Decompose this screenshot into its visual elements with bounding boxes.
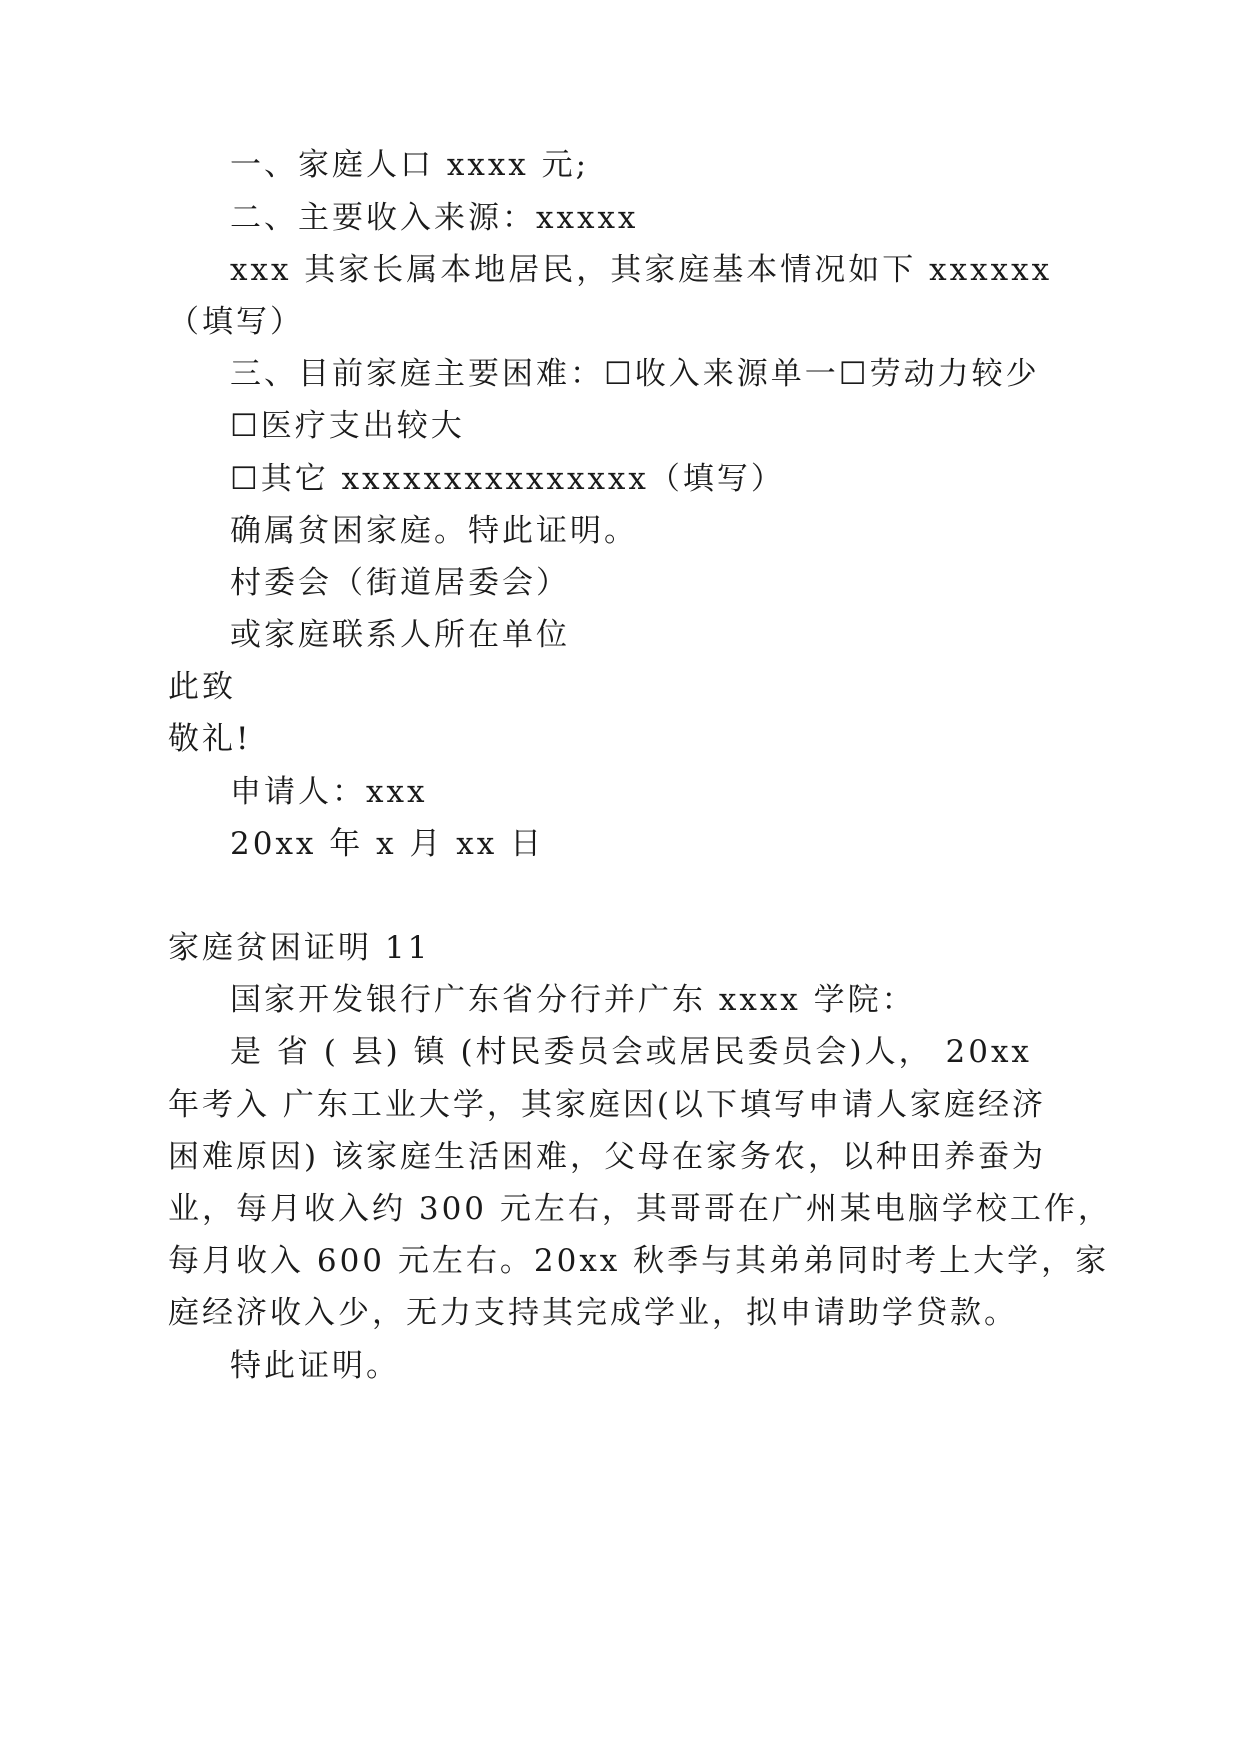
item-population: 一、家庭人口 xxxx 元; xyxy=(230,147,590,183)
body-line4: 业，每月收入约 300 元左右，其哥哥在广州某电脑学校工作， xyxy=(168,1191,1112,1227)
body-line2: 年考入 广东工业大学，其家庭因(以下填写申请人家庭经济 xyxy=(168,1087,1046,1123)
unit-text: 或家庭联系人所在单位 xyxy=(230,617,570,653)
basic-info-line1: xxx 其家长属本地居民，其家庭基本情况如下 xxxxxx xyxy=(230,252,1053,288)
closing-cizhi: 此致 xyxy=(168,669,236,705)
section-heading: 家庭贫困证明 11 xyxy=(168,930,431,966)
body-line6: 庭经济收入少，无力支持其完成学业，拟申请助学贷款。 xyxy=(168,1295,1018,1331)
basic-info-line2: （填写） xyxy=(168,304,304,340)
body-line3: 困难原因) 该家庭生活困难，父母在家务农，以种田养蚕为 xyxy=(168,1139,1046,1175)
difficulty-line2: ☐医疗支出较大 xyxy=(230,408,465,444)
difficulty-line1: 三、目前家庭主要困难：☐收入来源单一☐劳动力较少 xyxy=(230,356,1040,392)
difficulty-line3: ☐其它 xxxxxxxxxxxxxxx（填写） xyxy=(230,461,785,497)
committee-text: 村委会（街道居委会） xyxy=(230,565,570,601)
body-line5: 每月收入 600 元左右。20xx 秋季与其弟弟同时考上大学，家 xyxy=(168,1243,1110,1279)
applicant-text: 申请人：xxx xyxy=(230,774,428,810)
closing-text: 特此证明。 xyxy=(230,1348,400,1384)
body-line1: 是 省 ( 县) 镇 (村民委员会或居民委员会)人， 20xx xyxy=(230,1034,1032,1070)
recipient-text: 国家开发银行广东省分行并广东 xxxx 学院： xyxy=(230,982,916,1018)
date-text: 20xx 年 x 月 xx 日 xyxy=(230,826,545,862)
closing-jingli: 敬礼! xyxy=(168,721,252,757)
confirm-text: 确属贫困家庭。特此证明。 xyxy=(230,513,638,549)
item-income: 二、主要收入来源：xxxxx xyxy=(230,200,639,236)
